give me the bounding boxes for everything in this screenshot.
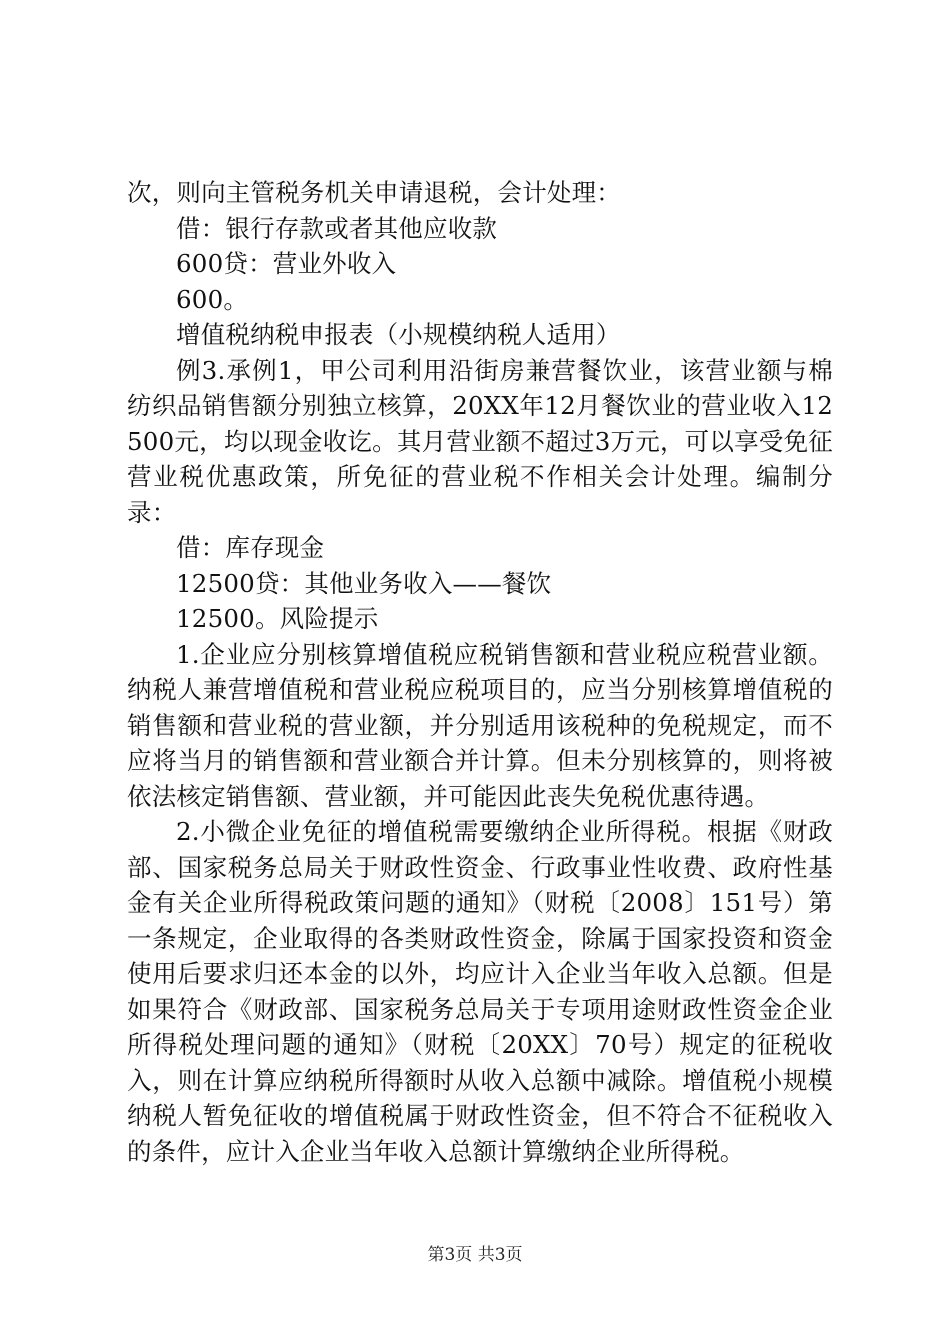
paragraph-7: 借：库存现金 xyxy=(176,533,325,562)
paragraph-2: 借：银行存款或者其他应收款 xyxy=(176,213,498,243)
paragraph-3: 600贷：营业外收入 xyxy=(176,249,397,278)
paragraph-8: 12500贷：其他业务收入——餐饮 xyxy=(176,568,552,598)
document-body xyxy=(127,175,833,1169)
paragraph-10: 1.企业应分别核算增值税应税销售额和营业税应税营业额。纳税人兼营增值税和营业税应税项目的，应当分别核算增值税的销售额和营业税的营业额，并分别适用该税种的免税规定，而不应将当月的销售额和营业额合并计算。但未分别核算的，则将被依法核定销售额、营业额，并可能因此丧失免税优惠待遇。 xyxy=(127,639,833,811)
paragraph-6: 例3.承例1，甲公司利用沿街房兼营餐饮业，该营业额与棉纺织品销售额分别独立核算，20XX年12月餐饮业的营业收入12500元，均以现金收讫。其月营业额不超过3万元，可以享受免征营业税优惠政策，所免征的营业税不作相关会计处理。编制分录： xyxy=(127,355,833,527)
paragraph-1: 次，则向主管税务机关申请退税，会计处理： xyxy=(127,178,621,207)
paragraph-5: 增值税纳税申报表（小规模纳税人适用） xyxy=(176,320,621,349)
paragraph-11: 2.小微企业免征的增值税需要缴纳企业所得税。根据《财政部、国家税务总局关于财政性资金、行政事业性收费、政府性基金有关企业所得税政策问题的通知》（财税〔2008〕151号）第一条规定，企业取得的各类财政性资金，除属于国家投资和资金使用后要求归还本金的以外，均应计入企业当年收入总额。但是如果符合《财政部、国家税务总局关于专项用途财政性资金企业所得税处理问题的通知》（财税〔20XX〕70号）规定的征税收入，则在计算应纳税所得额时从收入总额中减除。增值税小规模纳税人暂免征收的增值税属于财政性资金，但不符合不征税收入的条件，应计入企业当年收入总额计算缴纳企业所得税。 xyxy=(127,817,833,1166)
page-footer: 第3页 共3页 xyxy=(427,1245,523,1265)
paragraph-4: 600。 xyxy=(176,284,249,314)
paragraph-9: 12500。风险提示 xyxy=(176,604,379,633)
